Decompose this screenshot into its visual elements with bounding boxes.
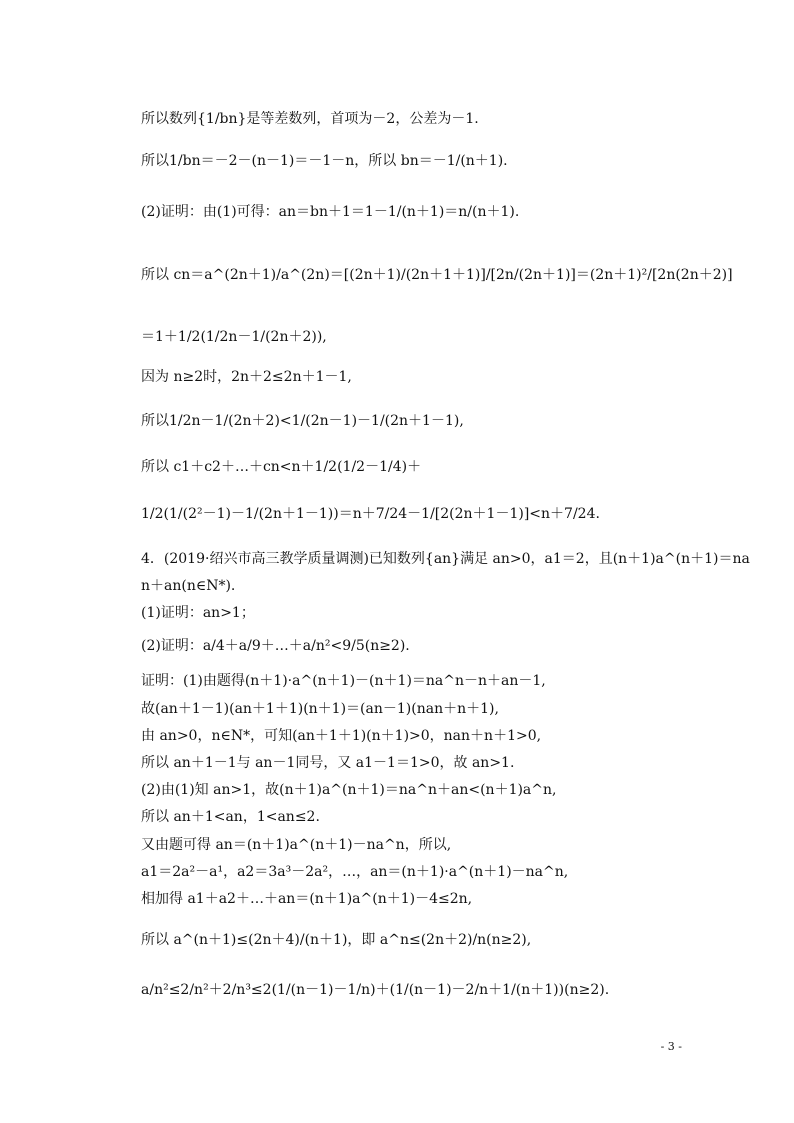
text-line: 1/2(1/(2²－1)－1/(2n＋1－1))＝n＋7/24－1/[2(2n＋1－1)]<n＋7/24.	[141, 506, 600, 522]
page-number: - 3 -	[660, 1040, 682, 1053]
text-line: 所以1/2n－1/(2n＋2)<1/(2n－1)－1/(2n＋1－1),	[141, 413, 464, 429]
text-line: (2)证明：a/4＋a/9＋…＋a/n²<9/5(n≥2).	[141, 638, 410, 654]
text-line: 所以 an＋1<an，1<an≤2.	[141, 809, 320, 825]
text-line: a/n²≤2/n²＋2/n³≤2(1/(n－1)－1/n)＋(1/(n－1)－2/n＋1/(n＋1))(n≥2).	[141, 982, 610, 998]
text-line: (2)证明：由(1)可得：an＝bn＋1＝1－1/(n＋1)＝n/(n＋1).	[141, 204, 520, 220]
text-line: (2)由(1)知 an>1，故(n＋1)a^(n＋1)＝na^n＋an<(n＋1)a^n,	[141, 782, 557, 798]
text-line: 所以1/bn＝－2－(n－1)＝－1－n，所以 bn＝－1/(n＋1).	[141, 153, 508, 169]
text-line: 所以 cn＝a^(2n＋1)/a^(2n)＝[(2n＋1)/(2n＋1＋1)]/[2n/(2n＋1)]＝(2n＋1)²/[2n(2n＋2)]	[141, 267, 733, 283]
text-line: 证明：(1)由题得(n＋1)·a^(n＋1)－(n＋1)＝na^n－n＋an－1,	[141, 673, 546, 689]
text-line: n＋an(n∈N*).	[141, 578, 236, 594]
text-line: 相加得 a1＋a2＋…＋an＝(n＋1)a^(n＋1)－4≤2n,	[141, 891, 473, 907]
text-line: 所以 c1＋c2＋…＋cn<n＋1/2(1/2－1/4)＋	[141, 459, 422, 475]
text-line: a1＝2a²－a¹，a2＝3a³－2a²，…，an＝(n＋1)·a^(n＋1)－na^n,	[141, 864, 569, 880]
text-line: 所以 an＋1－1与 an－1同号，又 a1－1＝1>0，故 an>1.	[141, 755, 515, 771]
problem-heading: 4．(2019·绍兴市高三教学质量调测)已知数列{an}满足 an>0，a1＝2，且(n＋1)a^(n＋1)＝na	[141, 551, 750, 567]
text-line: ＝1＋1/2(1/2n－1/(2n＋2)),	[141, 329, 327, 345]
text-line: 又由题可得 an＝(n＋1)a^(n＋1)－na^n，所以,	[141, 837, 452, 853]
text-line: (1)证明：an>1；	[141, 605, 255, 621]
text-line: 所以数列{1/bn}是等差数列，首项为－2，公差为－1.	[141, 111, 479, 127]
text-line: 因为 n≥2时，2n＋2≤2n＋1－1,	[141, 369, 352, 385]
text-line: 由 an>0，n∈N*，可知(an＋1＋1)(n＋1)>0，nan＋n＋1>0,	[141, 728, 542, 744]
text-line: 故(an＋1－1)(an＋1＋1)(n＋1)＝(an－1)(nan＋n＋1),	[141, 701, 499, 717]
text-line: 所以 a^(n＋1)≤(2n＋4)/(n＋1)，即 a^n≤(2n＋2)/n(n≥2),	[141, 932, 532, 948]
